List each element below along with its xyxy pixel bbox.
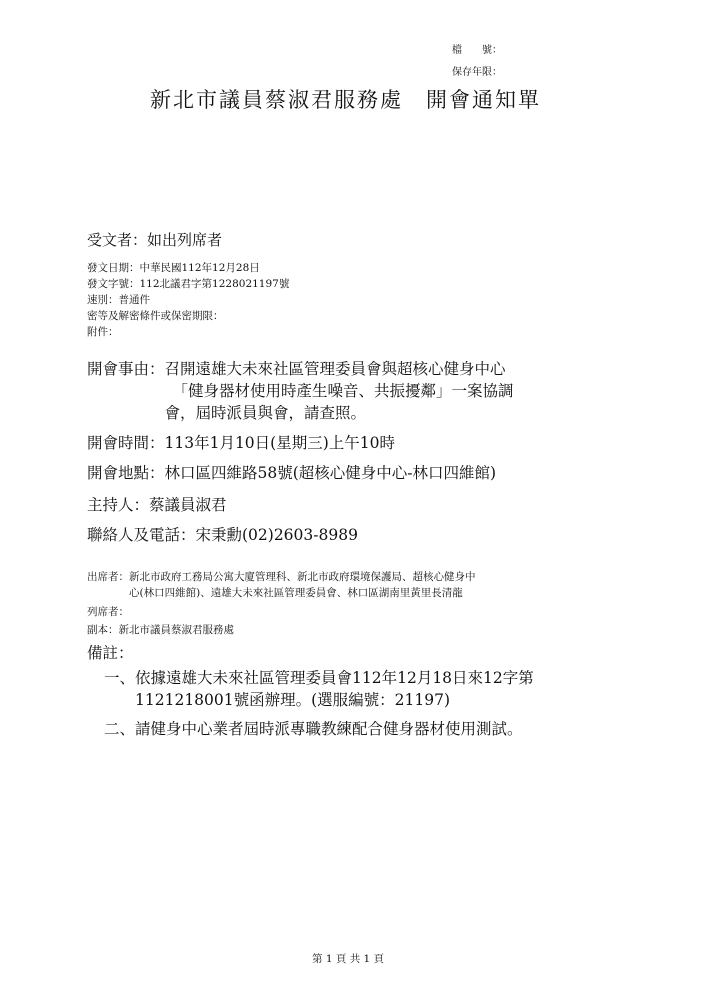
note-item <box>104 718 523 740</box>
note-number: 一、 <box>104 669 136 687</box>
meeting-place: 開會地點：林口區四維路58號(超核心健身中心-林口四維館) <box>87 464 497 482</box>
note-number: 二、 <box>104 720 136 738</box>
attendees-label: 出席者： <box>87 571 129 583</box>
retention-label: 保存年限： <box>452 67 502 78</box>
note-line: 請健身中心業者屆時派專職教練配合健身器材使用測試。 <box>135 720 523 738</box>
attendees-line: 新北市政府工務局公寓大廈管理科、新北市政府環境保護局、超核心健身中 <box>129 571 476 583</box>
meeting-contact: 聯絡人及電話：宋秉勳(02)2603-8989 <box>87 526 358 544</box>
note-line: 1121218001號函辦理。(選服編號：21197) <box>135 691 451 709</box>
speed-class: 速別：普通件 <box>87 294 150 306</box>
page-number: 第 1 頁 共 1 頁 <box>312 953 385 965</box>
attendees-line: 心(林口四維館)、遠雄大未來社區管理委員會、林口區湖南里黃里長清龍 <box>129 587 463 599</box>
dispatch-date: 發文日期：中華民國112年12月28日 <box>87 262 260 274</box>
dispatch-number: 發文字號：112北議君字第1228021197號 <box>87 278 290 290</box>
note-item <box>104 667 534 711</box>
meeting-reason <box>87 358 514 424</box>
file-number-label: 檔 號： <box>452 45 502 56</box>
copy-recipients: 副本：新北市議員蔡淑君服務處 <box>87 624 234 636</box>
meeting-host: 主持人：蔡議員淑君 <box>87 496 227 514</box>
note-line: 依據遠雄大未來社區管理委員會112年12月18日來12字第 <box>135 669 534 687</box>
attachment: 附件： <box>87 326 119 338</box>
attendees <box>87 569 476 601</box>
meeting-reason-label: 開會事由： <box>87 360 165 378</box>
meeting-reason-line: 會，屆時派員與會，請查照。 <box>164 404 367 422</box>
addressee: 受文者：如出列席者 <box>87 231 223 249</box>
secrecy-level: 密等及解密條件或保密期限： <box>87 310 224 322</box>
document-title: 新北市議員蔡淑君服務處 開會通知單 <box>150 88 541 112</box>
notes-label: 備註： <box>87 644 134 662</box>
observers: 列席者： <box>87 606 129 618</box>
meeting-time: 開會時間：113年1月10日(星期三)上午10時 <box>87 434 395 452</box>
meeting-reason-line: 召開遠雄大未來社區管理委員會與超核心健身中心 <box>164 360 506 378</box>
dispatch-metadata <box>87 260 289 340</box>
meeting-reason-line: 「健身器材使用時產生噪音、共振擾鄰」一案協調 <box>172 382 514 400</box>
